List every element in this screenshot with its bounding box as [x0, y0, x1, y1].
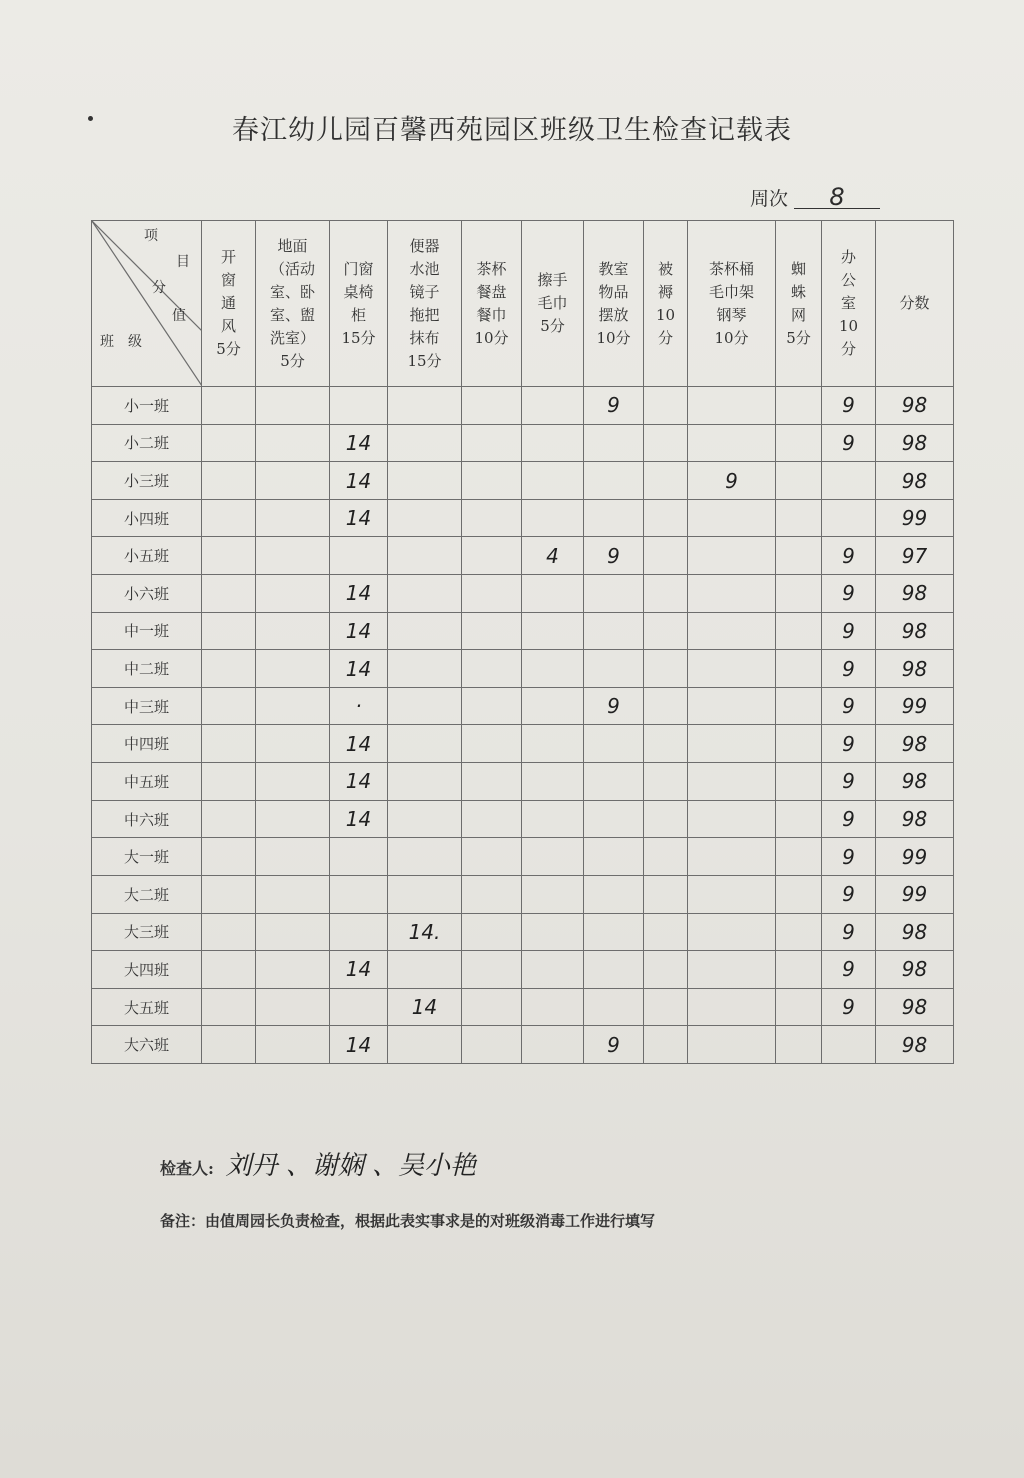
score-cell: 98 — [876, 763, 954, 801]
deduction-cell: 14 — [330, 1026, 388, 1064]
deduction-cell — [462, 424, 522, 462]
table-row — [92, 650, 954, 688]
deduction-cell — [202, 951, 256, 989]
deduction-cell: 14 — [388, 988, 462, 1026]
deduction-cell — [388, 951, 462, 989]
deduction-cell — [522, 951, 584, 989]
deduction-cell — [822, 1026, 876, 1064]
diagonal-header-cell — [92, 221, 202, 387]
deduction-cell — [256, 575, 330, 613]
deduction-cell — [776, 725, 822, 763]
deduction-cell — [522, 687, 584, 725]
remark: 备注：由值周园长负责检查，根据此表实事求是的对班级消毒工作进行填写 — [160, 1212, 656, 1230]
score-cell: 98 — [876, 800, 954, 838]
deduction-cell — [522, 650, 584, 688]
deduction-cell — [688, 687, 776, 725]
diag-label-mu: 目 — [176, 254, 190, 270]
table-row — [92, 387, 954, 425]
deduction-cell — [688, 650, 776, 688]
deduction-cell — [256, 499, 330, 537]
deduction-cell: 14 — [330, 725, 388, 763]
deduction-cell — [202, 1026, 256, 1064]
class-name-cell: 中一班 — [92, 612, 202, 650]
table-row — [92, 838, 954, 876]
table-body — [92, 387, 954, 1064]
deduction-cell — [202, 763, 256, 801]
deduction-cell — [644, 988, 688, 1026]
deduction-cell — [388, 763, 462, 801]
deduction-cell — [584, 988, 644, 1026]
deduction-cell — [462, 988, 522, 1026]
deduction-cell: 14 — [330, 800, 388, 838]
deduction-cell — [584, 763, 644, 801]
deduction-cell — [584, 650, 644, 688]
col-header: 办 公 室 10 分 — [822, 221, 876, 387]
deduction-cell — [776, 800, 822, 838]
deduction-cell — [202, 725, 256, 763]
score-cell: 98 — [876, 951, 954, 989]
deduction-cell — [256, 800, 330, 838]
table-row — [92, 988, 954, 1026]
deduction-cell — [330, 913, 388, 951]
deduction-cell — [776, 424, 822, 462]
deduction-cell — [776, 499, 822, 537]
deduction-cell — [584, 424, 644, 462]
score-cell: 99 — [876, 687, 954, 725]
deduction-cell — [776, 913, 822, 951]
deduction-cell — [822, 462, 876, 500]
deduction-cell: 4 — [522, 537, 584, 575]
deduction-cell — [522, 838, 584, 876]
table-row — [92, 1026, 954, 1064]
deduction-cell — [256, 387, 330, 425]
deduction-cell: 9 — [822, 988, 876, 1026]
deduction-cell — [822, 499, 876, 537]
table-row — [92, 725, 954, 763]
deduction-cell: 9 — [822, 913, 876, 951]
deduction-cell — [688, 612, 776, 650]
deduction-cell: 9 — [584, 1026, 644, 1064]
deduction-cell — [202, 687, 256, 725]
score-cell: 98 — [876, 1026, 954, 1064]
deduction-cell: 14 — [330, 499, 388, 537]
score-cell: 98 — [876, 387, 954, 425]
deduction-cell — [522, 575, 584, 613]
deduction-cell: 9 — [822, 537, 876, 575]
class-name-cell: 中四班 — [92, 725, 202, 763]
col-header: 开 窗 通 风 5分 — [202, 221, 256, 387]
deduction-cell: 9 — [584, 387, 644, 425]
deduction-cell — [256, 951, 330, 989]
deduction-cell — [522, 1026, 584, 1064]
deduction-cell: 9 — [822, 875, 876, 913]
deduction-cell — [388, 499, 462, 537]
col-header: 地面 （活动 室、卧 室、盥 洗室） 5分 — [256, 221, 330, 387]
deduction-cell — [522, 499, 584, 537]
deduction-cell — [584, 838, 644, 876]
table-row — [92, 913, 954, 951]
deduction-cell — [330, 537, 388, 575]
table-row — [92, 951, 954, 989]
deduction-cell — [644, 725, 688, 763]
deduction-cell — [776, 875, 822, 913]
table-row — [92, 424, 954, 462]
deduction-cell: 9 — [688, 462, 776, 500]
deduction-cell — [462, 763, 522, 801]
deduction-cell — [584, 462, 644, 500]
deduction-cell: 14 — [330, 650, 388, 688]
deduction-cell: 9 — [822, 800, 876, 838]
deduction-cell: 9 — [822, 838, 876, 876]
deduction-cell — [256, 462, 330, 500]
deduction-cell — [462, 875, 522, 913]
score-cell: 98 — [876, 575, 954, 613]
deduction-cell — [644, 875, 688, 913]
deduction-cell — [584, 800, 644, 838]
deduction-cell — [644, 575, 688, 613]
deduction-cell — [522, 913, 584, 951]
deduction-cell — [688, 1026, 776, 1064]
score-cell: 99 — [876, 838, 954, 876]
deduction-cell — [202, 800, 256, 838]
deduction-cell — [462, 800, 522, 838]
deduction-cell — [776, 838, 822, 876]
table-row — [92, 537, 954, 575]
deduction-cell: 9 — [822, 424, 876, 462]
deduction-cell — [462, 687, 522, 725]
deduction-cell — [644, 462, 688, 500]
deduction-cell: 14 — [330, 763, 388, 801]
deduction-cell — [644, 763, 688, 801]
deduction-cell: 9 — [822, 687, 876, 725]
class-name-cell: 小一班 — [92, 387, 202, 425]
col-header: 茶杯 餐盘 餐巾 10分 — [462, 221, 522, 387]
deduction-cell — [584, 612, 644, 650]
deduction-cell — [256, 875, 330, 913]
deduction-cell — [462, 650, 522, 688]
class-name-cell: 中六班 — [92, 800, 202, 838]
deduction-cell — [462, 612, 522, 650]
deduction-cell — [388, 875, 462, 913]
deduction-cell — [776, 1026, 822, 1064]
table-row — [92, 687, 954, 725]
score-cell: 98 — [876, 462, 954, 500]
score-cell: 99 — [876, 499, 954, 537]
diag-label-zhi: 值 — [172, 308, 186, 324]
deduction-cell — [388, 387, 462, 425]
deduction-cell — [202, 875, 256, 913]
deduction-cell — [522, 612, 584, 650]
class-name-cell: 小三班 — [92, 462, 202, 500]
deduction-cell — [462, 537, 522, 575]
deduction-cell — [776, 650, 822, 688]
deduction-cell — [522, 424, 584, 462]
deduction-cell — [644, 387, 688, 425]
diag-label-fen: 分 — [152, 280, 166, 296]
deduction-cell — [644, 913, 688, 951]
class-name-cell: 小五班 — [92, 537, 202, 575]
deduction-cell — [776, 763, 822, 801]
deduction-cell: 9 — [822, 951, 876, 989]
score-cell: 98 — [876, 612, 954, 650]
deduction-cell — [256, 424, 330, 462]
deduction-cell — [388, 462, 462, 500]
deduction-cell — [388, 575, 462, 613]
diag-label-class: 班 级 — [100, 334, 142, 350]
deduction-cell — [462, 462, 522, 500]
deduction-cell: 14. — [388, 913, 462, 951]
col-header: 门窗 桌椅 柜 15分 — [330, 221, 388, 387]
deduction-cell — [522, 725, 584, 763]
deduction-cell — [776, 387, 822, 425]
deduction-cell — [644, 537, 688, 575]
deduction-cell — [688, 725, 776, 763]
header-row — [92, 221, 954, 387]
deduction-cell — [522, 875, 584, 913]
deduction-cell — [202, 913, 256, 951]
week-field — [750, 184, 880, 211]
col-header: 便器 水池 镜子 拖把 抹布 15分 — [388, 221, 462, 387]
deduction-cell — [688, 988, 776, 1026]
deduction-cell — [584, 725, 644, 763]
deduction-cell — [462, 725, 522, 763]
deduction-cell — [522, 800, 584, 838]
deduction-cell — [644, 424, 688, 462]
deduction-cell — [388, 838, 462, 876]
col-header: 教室 物品 摆放 10分 — [584, 221, 644, 387]
deduction-cell — [388, 612, 462, 650]
deduction-cell — [388, 424, 462, 462]
deduction-cell — [776, 687, 822, 725]
col-header: 茶杯桶 毛巾架 钢琴 10分 — [688, 221, 776, 387]
table-row — [92, 612, 954, 650]
inspector-line — [160, 1145, 476, 1182]
deduction-cell — [688, 951, 776, 989]
deduction-cell — [688, 875, 776, 913]
inspector-label: 检查人: — [160, 1159, 214, 1178]
deduction-cell — [256, 537, 330, 575]
deduction-cell — [776, 951, 822, 989]
deduction-cell — [330, 988, 388, 1026]
deduction-cell: · — [330, 687, 388, 725]
class-name-cell: 大四班 — [92, 951, 202, 989]
table-row — [92, 875, 954, 913]
deduction-cell — [202, 499, 256, 537]
deduction-cell: 9 — [584, 537, 644, 575]
class-name-cell: 小二班 — [92, 424, 202, 462]
score-cell: 99 — [876, 875, 954, 913]
table-row — [92, 575, 954, 613]
inspection-table — [91, 220, 954, 1064]
deduction-cell — [584, 951, 644, 989]
deduction-cell — [388, 650, 462, 688]
deduction-cell — [776, 462, 822, 500]
score-cell: 98 — [876, 424, 954, 462]
table-row — [92, 499, 954, 537]
deduction-cell — [202, 988, 256, 1026]
deduction-cell — [388, 687, 462, 725]
deduction-cell: 9 — [822, 725, 876, 763]
deduction-cell — [202, 612, 256, 650]
deduction-cell — [644, 612, 688, 650]
deduction-cell — [688, 763, 776, 801]
class-name-cell: 大二班 — [92, 875, 202, 913]
score-cell: 98 — [876, 913, 954, 951]
deduction-cell — [688, 800, 776, 838]
form-title: 春江幼儿园百馨西苑园区班级卫生检查记载表 — [232, 115, 792, 146]
deduction-cell — [202, 838, 256, 876]
score-cell: 98 — [876, 650, 954, 688]
week-value: 8 — [794, 186, 880, 209]
deduction-cell: 14 — [330, 575, 388, 613]
table-row — [92, 462, 954, 500]
deduction-cell — [522, 763, 584, 801]
deduction-cell — [688, 838, 776, 876]
deduction-cell — [584, 575, 644, 613]
week-label: 周次 — [750, 188, 789, 210]
deduction-cell — [256, 725, 330, 763]
deduction-cell — [256, 913, 330, 951]
col-header-score: 分数 — [876, 221, 954, 387]
deduction-cell — [388, 800, 462, 838]
class-name-cell: 大六班 — [92, 1026, 202, 1064]
deduction-cell — [330, 387, 388, 425]
col-header: 蜘 蛛 网 5分 — [776, 221, 822, 387]
class-name-cell: 大五班 — [92, 988, 202, 1026]
deduction-cell — [522, 387, 584, 425]
deduction-cell — [644, 499, 688, 537]
score-cell: 97 — [876, 537, 954, 575]
deduction-cell: 9 — [584, 687, 644, 725]
deduction-cell — [202, 537, 256, 575]
deduction-cell — [202, 424, 256, 462]
class-name-cell: 小六班 — [92, 575, 202, 613]
class-name-cell: 中三班 — [92, 687, 202, 725]
deduction-cell — [462, 387, 522, 425]
deduction-cell — [644, 951, 688, 989]
class-name-cell: 大三班 — [92, 913, 202, 951]
deduction-cell — [522, 988, 584, 1026]
deduction-cell — [462, 499, 522, 537]
deduction-cell — [688, 387, 776, 425]
deduction-cell — [584, 875, 644, 913]
deduction-cell: 14 — [330, 462, 388, 500]
score-cell: 98 — [876, 988, 954, 1026]
deduction-cell: 14 — [330, 951, 388, 989]
deduction-cell — [462, 913, 522, 951]
class-name-cell: 中五班 — [92, 763, 202, 801]
deduction-cell — [388, 1026, 462, 1064]
deduction-cell: 9 — [822, 387, 876, 425]
deduction-cell: 9 — [822, 612, 876, 650]
deduction-cell — [462, 838, 522, 876]
deduction-cell — [688, 537, 776, 575]
table-row — [92, 763, 954, 801]
col-header: 被 褥 10 分 — [644, 221, 688, 387]
deduction-cell — [256, 838, 330, 876]
deduction-cell — [644, 1026, 688, 1064]
deduction-cell: 14 — [330, 612, 388, 650]
deduction-cell — [462, 1026, 522, 1064]
deduction-cell — [644, 800, 688, 838]
deduction-cell — [776, 575, 822, 613]
deduction-cell — [388, 537, 462, 575]
deduction-cell — [584, 913, 644, 951]
deduction-cell — [330, 875, 388, 913]
table-row — [92, 800, 954, 838]
deduction-cell — [776, 537, 822, 575]
deduction-cell — [644, 687, 688, 725]
deduction-cell — [644, 650, 688, 688]
col-header: 擦手 毛巾 5分 — [522, 221, 584, 387]
deduction-cell — [256, 763, 330, 801]
deduction-cell — [688, 499, 776, 537]
deduction-cell — [202, 575, 256, 613]
deduction-cell — [330, 838, 388, 876]
deduction-cell: 9 — [822, 763, 876, 801]
class-name-cell: 中二班 — [92, 650, 202, 688]
deduction-cell — [688, 575, 776, 613]
deduction-cell — [584, 499, 644, 537]
deduction-cell — [256, 988, 330, 1026]
deduction-cell — [776, 988, 822, 1026]
deduction-cell — [522, 462, 584, 500]
deduction-cell — [644, 838, 688, 876]
deduction-cell — [256, 650, 330, 688]
deduction-cell — [256, 687, 330, 725]
deduction-cell — [688, 913, 776, 951]
deduction-cell — [256, 1026, 330, 1064]
class-name-cell: 小四班 — [92, 499, 202, 537]
deduction-cell — [256, 612, 330, 650]
deduction-cell — [202, 462, 256, 500]
deduction-cell — [776, 612, 822, 650]
deduction-cell — [688, 424, 776, 462]
diag-label-item: 项 — [144, 228, 158, 244]
deduction-cell — [462, 575, 522, 613]
inspector-signatures: 刘丹 、谢娴 、吴小艳 — [225, 1151, 477, 1181]
deduction-cell — [202, 650, 256, 688]
deduction-cell — [202, 387, 256, 425]
class-name-cell: 大一班 — [92, 838, 202, 876]
deduction-cell — [388, 725, 462, 763]
deduction-cell: 14 — [330, 424, 388, 462]
deduction-cell: 9 — [822, 650, 876, 688]
deduction-cell — [462, 951, 522, 989]
deduction-cell: 9 — [822, 575, 876, 613]
score-cell: 98 — [876, 725, 954, 763]
